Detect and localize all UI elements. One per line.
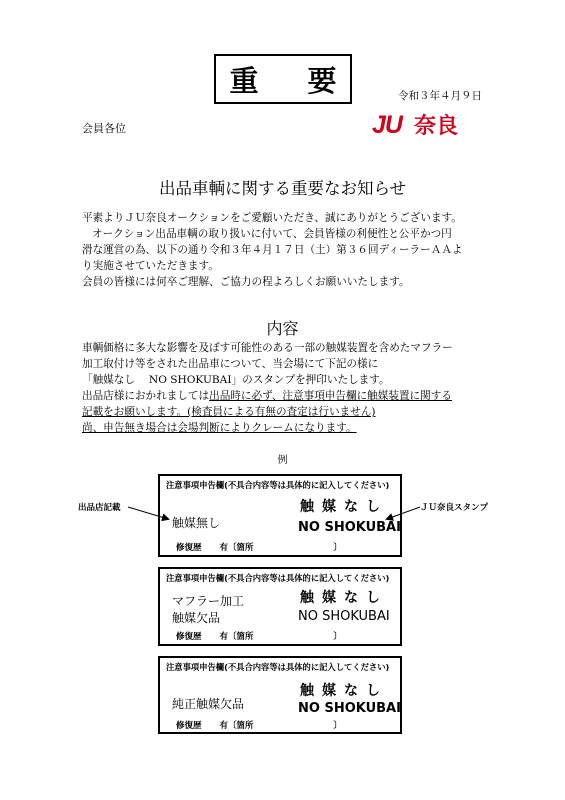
page-title: 重 要 [229,63,347,98]
store-entry-label: 出品店記載 [78,503,121,513]
recipients: 会員各位 [82,122,126,135]
stamp-bottom: NO SHOKUBAI [298,701,401,716]
declaration-box-2 [158,567,402,646]
intro-line: オークション出品車輌の取り扱いに付いて、会員皆様の利便性と公平かつ円 [92,228,452,240]
stamp-label: ＪＵ奈良スタンプ [420,503,489,513]
declaration-header: 注意事項申告欄(不具合内容等は具体的に記入してください) [166,480,390,490]
content-line: 車輌価格に多大な影響を及ぼす可能性のある一部の触媒装置を含めたマフラー [82,342,453,354]
handwritten-entry: マフラー加工 [172,594,245,608]
repair-history-value: 有〔箇所 [219,632,254,642]
section-title: 内容 [266,319,299,338]
repair-history [176,719,342,731]
repair-history [176,630,342,642]
repair-history [176,541,342,553]
stamp-top: 触媒なし [300,683,388,699]
stamp-top: 触媒なし [300,590,388,606]
repair-history-close: 〕 [333,543,343,553]
repair-history-label: 修復歴 [176,632,202,642]
notice-title: 出品車輌に関する重要なお知らせ [158,179,406,198]
handwritten-entry: 純正触媒欠品 [172,697,245,711]
repair-history-value: 有〔箇所 [219,721,254,731]
logo-mark-text: JU [372,111,402,137]
repair-history-close: 〕 [333,632,343,642]
handwritten-entry: 触媒無し [172,516,221,530]
declaration-header: 注意事項申告欄(不具合内容等は具体的に記入してください) [166,573,390,583]
logo-name-text: 奈良 [414,114,459,137]
declaration-box-1 [158,474,402,557]
content-line-5: 記載をお願いします。(検査員による有無の査定は行いません) [82,406,376,418]
intro-line: 滑な運営の為、以下の通り令和３年４月１７日（土）第３６回ディーラーＡＡよ [82,244,463,256]
repair-history-close: 〕 [333,721,343,731]
content-line: 加工取付け等をされた出品車について、当会場にて下記の様に [82,358,379,370]
content-line-4-prefix: 出品店様におかれましては [82,390,210,402]
example-label: 例 [277,455,288,466]
repair-history-label: 修復歴 [176,543,202,553]
intro-line: 会員の皆様には何卒ご理解、ご協力の程よろしくお願いいたします。 [82,276,410,288]
handwritten-entry: 触媒欠品 [172,611,221,625]
repair-history-value: 有〔箇所 [219,543,254,553]
content-line-4-underlined: 出品時に必ず、注意事項申告欄に触媒装置に関する [209,390,452,402]
declaration-header: 注意事項申告欄(不具合内容等は具体的に記入してください) [166,662,390,672]
stamp-top: 触媒なし [300,499,388,515]
repair-history-label: 修復歴 [176,721,202,731]
declaration-box-3 [158,656,402,734]
stamp-bottom: NO SHOKUBAI [298,609,390,624]
intro-line: 平素よりＪＵ奈良オークションをご愛顧いただき、誠にありがとうございます。 [82,212,462,224]
stamp-bottom: NO SHOKUBAI [298,520,401,535]
content-line-6: 尚、申告無き場合は会場判断によりクレームになります。 [82,422,357,434]
issue-date: 令和３年４月９日 [398,90,482,102]
intro-line: り実施させていただきます。 [82,260,219,272]
content-line: 「触媒なし NO SHOKUBAI」のスタンプを押印いたします。 [82,374,390,386]
